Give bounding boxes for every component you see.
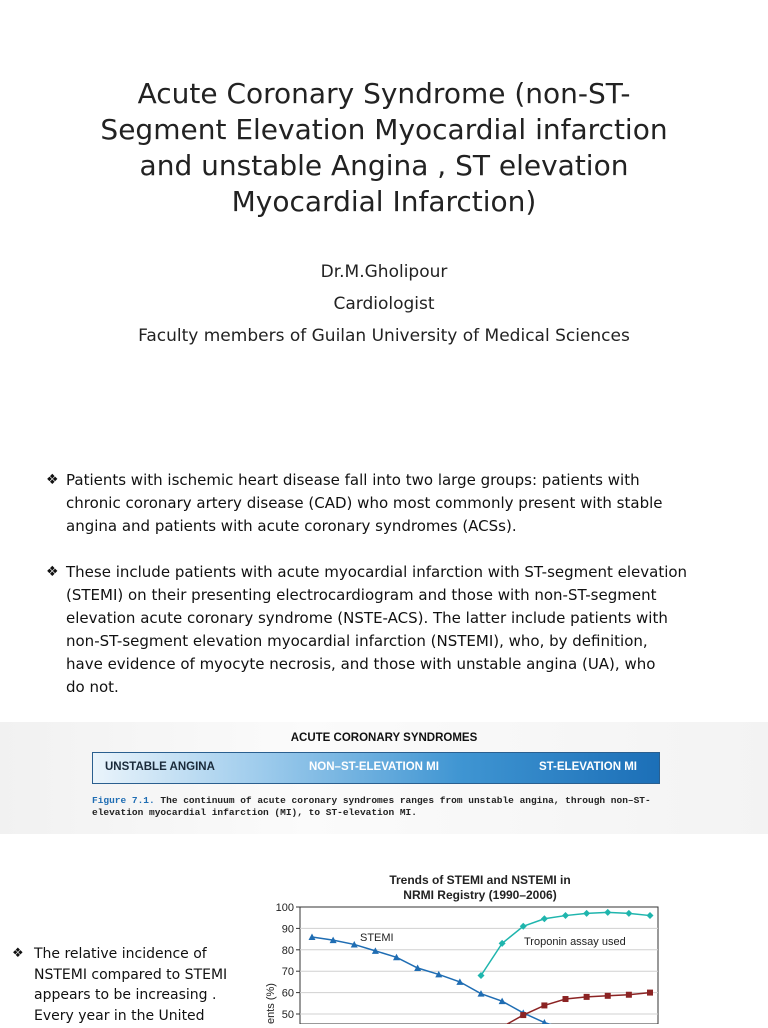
bullet-ihd-groups [46, 469, 726, 538]
bullet-line: These include patients with acute myocardial infarction with ST-segment elevation [46, 561, 726, 584]
data-point [647, 990, 653, 996]
data-point [541, 915, 548, 922]
diamond-bullet-icon: ❖ [12, 944, 24, 965]
bullet-line: (STEMI) on their presenting electrocardiogram and those with non-ST-segment [46, 584, 726, 607]
bullet-line: non-ST-segment elevation myocardial infarction (NSTEMI), who, by definition, [46, 630, 726, 653]
data-point [604, 909, 611, 916]
figure-label: Figure 7.1. [92, 795, 155, 806]
data-point [584, 994, 590, 1000]
data-point [414, 964, 421, 971]
acs-figure-heading: ACUTE CORONARY SYNDROMES [0, 732, 768, 744]
title-line: Segment Elevation Myocardial infarction [100, 113, 667, 146]
title-line: Myocardial Infarction) [232, 185, 537, 218]
bullet-acs-types [46, 561, 726, 699]
caption-text: elevation myocardial infarction (MI), to ST-elevation MI. [92, 807, 417, 818]
bullet-line: Patients with ischemic heart disease fall into two large groups: patients with [46, 469, 726, 492]
chart-title-line1: Trends of STEMI and NSTEMI in [389, 873, 570, 887]
y-tick-label: 50 [282, 1009, 294, 1021]
bullet-line: NSTEMI compared to STEMI [12, 965, 252, 986]
bullet-line: appears to be increasing . [12, 985, 252, 1006]
data-point [647, 912, 654, 919]
bullet-line: elevation acute coronary syndrome (NSTE-ACS). The latter include patients with [46, 607, 726, 630]
y-axis-label: ents (%) [265, 983, 277, 1024]
author-affiliation: Faculty members of Guilan University of Medical Sciences [0, 326, 768, 346]
bullet-line: chronic coronary artery disease (CAD) who most commonly present with stable [46, 492, 726, 515]
bullet-nstemi-incidence [12, 944, 252, 1026]
title-line: and unstable Angina , ST elevation [140, 149, 629, 182]
annotation-stemi: STEMI [360, 932, 394, 944]
acs-figure-caption [92, 795, 672, 819]
bullet-line: Every year in the United [12, 1006, 252, 1027]
diamond-bullet-icon: ❖ [46, 561, 59, 584]
segment-unstable-angina: UNSTABLE ANGINA [105, 761, 215, 773]
y-tick-label: 90 [282, 923, 294, 935]
author-role: Cardiologist [0, 294, 768, 314]
bullet-line: angina and patients with acute coronary syndromes (ACSs). [46, 515, 726, 538]
segment-nste-mi: NON–ST-ELEVATION MI [309, 761, 439, 773]
data-point [478, 990, 485, 997]
acs-continuum-figure [0, 722, 768, 834]
title-line: Acute Coronary Syndrome (non-ST- [138, 77, 631, 110]
data-point [541, 1002, 547, 1008]
plot-frame [300, 907, 658, 1024]
bullet-line: do not. [46, 676, 726, 699]
slide-title [60, 76, 708, 220]
data-point [563, 996, 569, 1002]
data-point [625, 910, 632, 917]
annotation-troponin: Troponin assay used [524, 936, 626, 948]
y-tick-label: 60 [282, 988, 294, 1000]
author-name: Dr.M.Gholipour [0, 262, 768, 282]
caption-text: The continuum of acute coronary syndromes ranges from unstable angina, through non–ST- [155, 795, 651, 806]
y-tick-label: 80 [282, 945, 294, 957]
data-point [605, 993, 611, 999]
bullet-line: The relative incidence of [12, 944, 252, 965]
data-point [626, 992, 632, 998]
data-point [562, 912, 569, 919]
trend-chart-svg [262, 866, 662, 1024]
chart-title-line2: NRMI Registry (1990–2006) [403, 888, 556, 902]
bullet-line: have evidence of myocyte necrosis, and those with unstable angina (UA), who [46, 653, 726, 676]
acs-continuum-bar [92, 752, 660, 784]
diamond-bullet-icon: ❖ [46, 469, 59, 492]
series-line-1 [312, 993, 650, 1024]
data-point [520, 1012, 526, 1018]
y-tick-label: 100 [276, 902, 294, 914]
segment-ste-mi: ST-ELEVATION MI [539, 761, 637, 773]
stemi-nstemi-trend-chart [262, 866, 662, 1024]
data-point [583, 910, 590, 917]
y-tick-label: 70 [282, 966, 294, 978]
